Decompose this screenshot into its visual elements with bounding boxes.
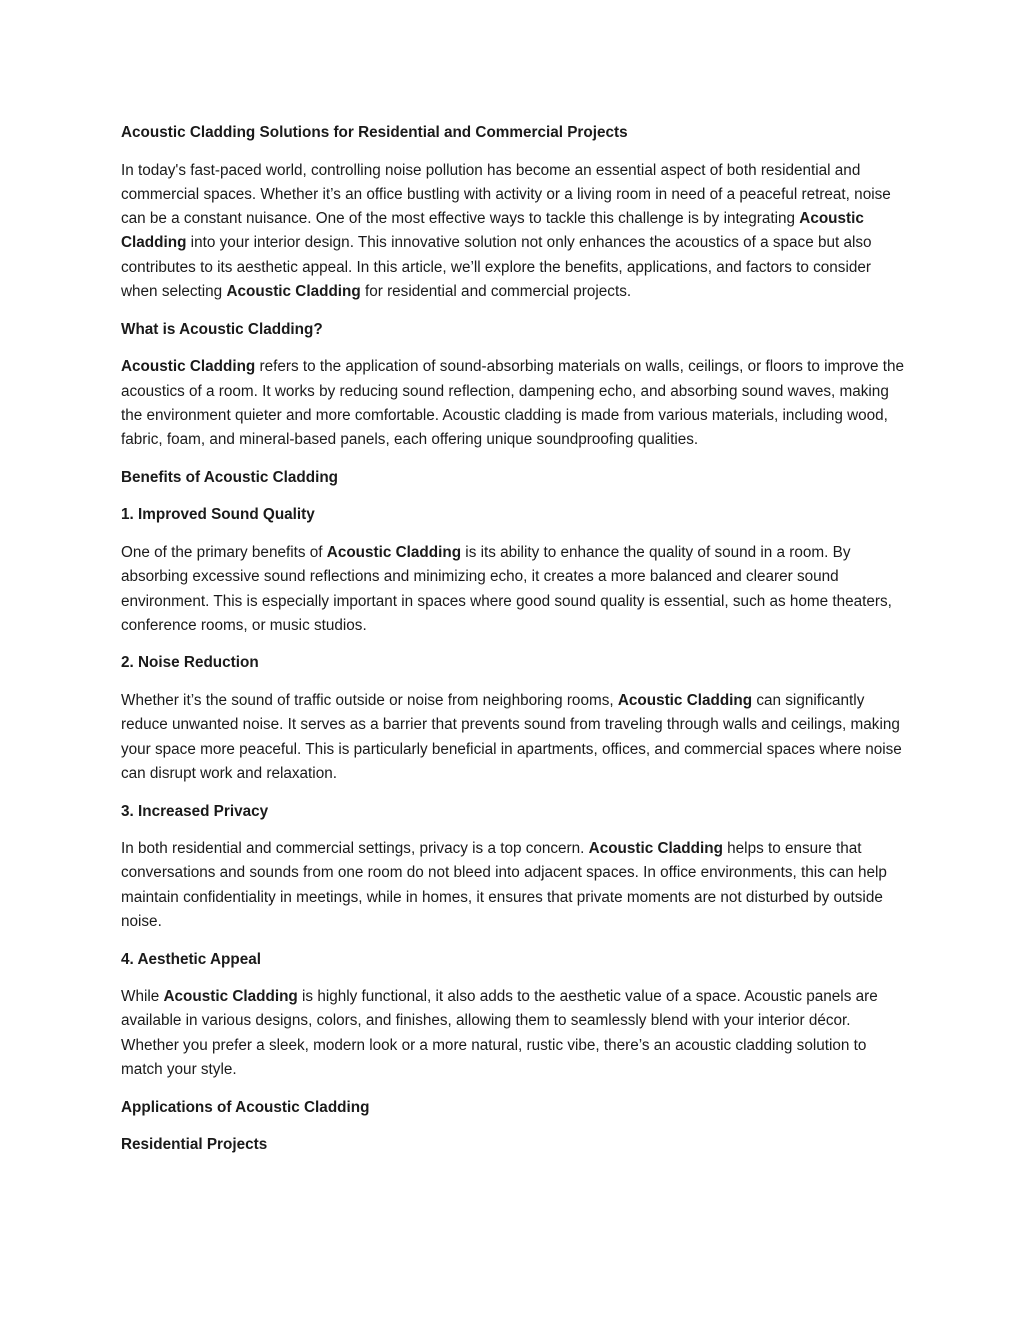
benefit-3-heading: 3. Increased Privacy: [121, 802, 269, 820]
text-run: In today's fast-paced world, controlling noise pollution has become an essential aspect of both residential and commercial spaces. Whether it’s an office bustling with activity or a living room in need of a peaceful retreat, noise can be a constant nuisance. One of the most effective ways to tackle this challenge is by integrating: [121, 161, 891, 228]
text-run: refers to the application of sound-absorbing materials on walls, ceilings, or floors to improve the acoustics of a room. It works by reducing sound reflection, dampening echo, and absorbing sound waves, making the environment quieter and more comfortable. Acoustic cladding is made from various materials, including wood, fabric, foam, and mineral-based panels, each offering unique soundproofing qualities.: [121, 358, 905, 449]
benefit-1-heading: 1. Improved Sound Quality: [121, 506, 315, 524]
benefit-4-heading: 4. Aesthetic Appeal: [121, 950, 261, 968]
text-run: is highly functional, it also adds to the aesthetic value of a space. Acoustic panels are available in various designs, colors, and finishes, allowing them to seamlessly blend with your interior décor. Whether you prefer a sleek, modern look or a more natural, rustic vibe, there’s an acoustic cladding solution to match your style.: [121, 988, 878, 1079]
text-run: helps to ensure that conversations and sounds from one room do not bleed into adjacent spaces. In office environments, this can help maintain confidentiality in meetings, while in homes, it ensures that private moments are not disturbed by outside noise.: [121, 840, 887, 930]
bold-term: Acoustic Cladding: [121, 210, 864, 252]
text-run: can significantly reduce unwanted noise. It serves as a barrier that prevents sound from traveling through walls and ceilings, making your space more peaceful. This is particularly beneficial in apartments, offices, and commercial spaces where noise can disrupt work and relaxation.: [121, 692, 902, 782]
benefit-4-paragraph: [121, 985, 911, 1082]
benefit-2-heading: 2. Noise Reduction: [121, 654, 259, 672]
applications-heading: Applications of Acoustic Cladding: [121, 1098, 370, 1116]
bold-term: Acoustic Cladding: [226, 283, 361, 301]
bold-term: Acoustic Cladding: [163, 988, 298, 1006]
bold-term: Acoustic Cladding: [326, 543, 462, 561]
text-run: While: [121, 988, 164, 1006]
bold-term: Acoustic Cladding: [588, 840, 723, 858]
text-run: into your interior design. This innovative solution not only enhances the acoustics of a space but also contributes to its aesthetic appeal. In this article, we’ll explore the benefits, applications, and factors to consider when selecting: [121, 234, 872, 301]
text-run: In both residential and commercial settings, privacy is a top concern.: [121, 840, 589, 858]
benefits-heading: Benefits of Acoustic Cladding: [121, 468, 339, 486]
what-is-paragraph: [121, 355, 911, 452]
intro-paragraph: [121, 159, 911, 305]
text-run: Whether it’s the sound of traffic outside or noise from neighboring rooms,: [121, 692, 618, 710]
residential-projects-heading: Residential Projects: [121, 1136, 268, 1154]
text-run: One of the primary benefits of: [121, 543, 327, 561]
benefit-2-paragraph: [121, 689, 911, 786]
benefit-1-paragraph: [121, 541, 911, 638]
text-run: is its ability to enhance the quality of sound in a room. By absorbing excessive sound reflections and minimizing echo, it creates a more balanced and clearer sound environment. This is especially important in spaces where good sound quality is essential, such as home theaters, conference rooms, or music studios.: [121, 543, 892, 634]
what-is-heading: What is Acoustic Cladding?: [121, 320, 323, 338]
document-title: Acoustic Cladding Solutions for Residential and Commercial Projects: [121, 124, 628, 141]
bold-term: Acoustic Cladding: [121, 358, 256, 376]
benefit-3-paragraph: [121, 837, 911, 934]
bold-term: Acoustic Cladding: [617, 692, 753, 710]
text-run: for residential and commercial projects.: [360, 283, 632, 301]
document-page: [121, 121, 911, 1171]
